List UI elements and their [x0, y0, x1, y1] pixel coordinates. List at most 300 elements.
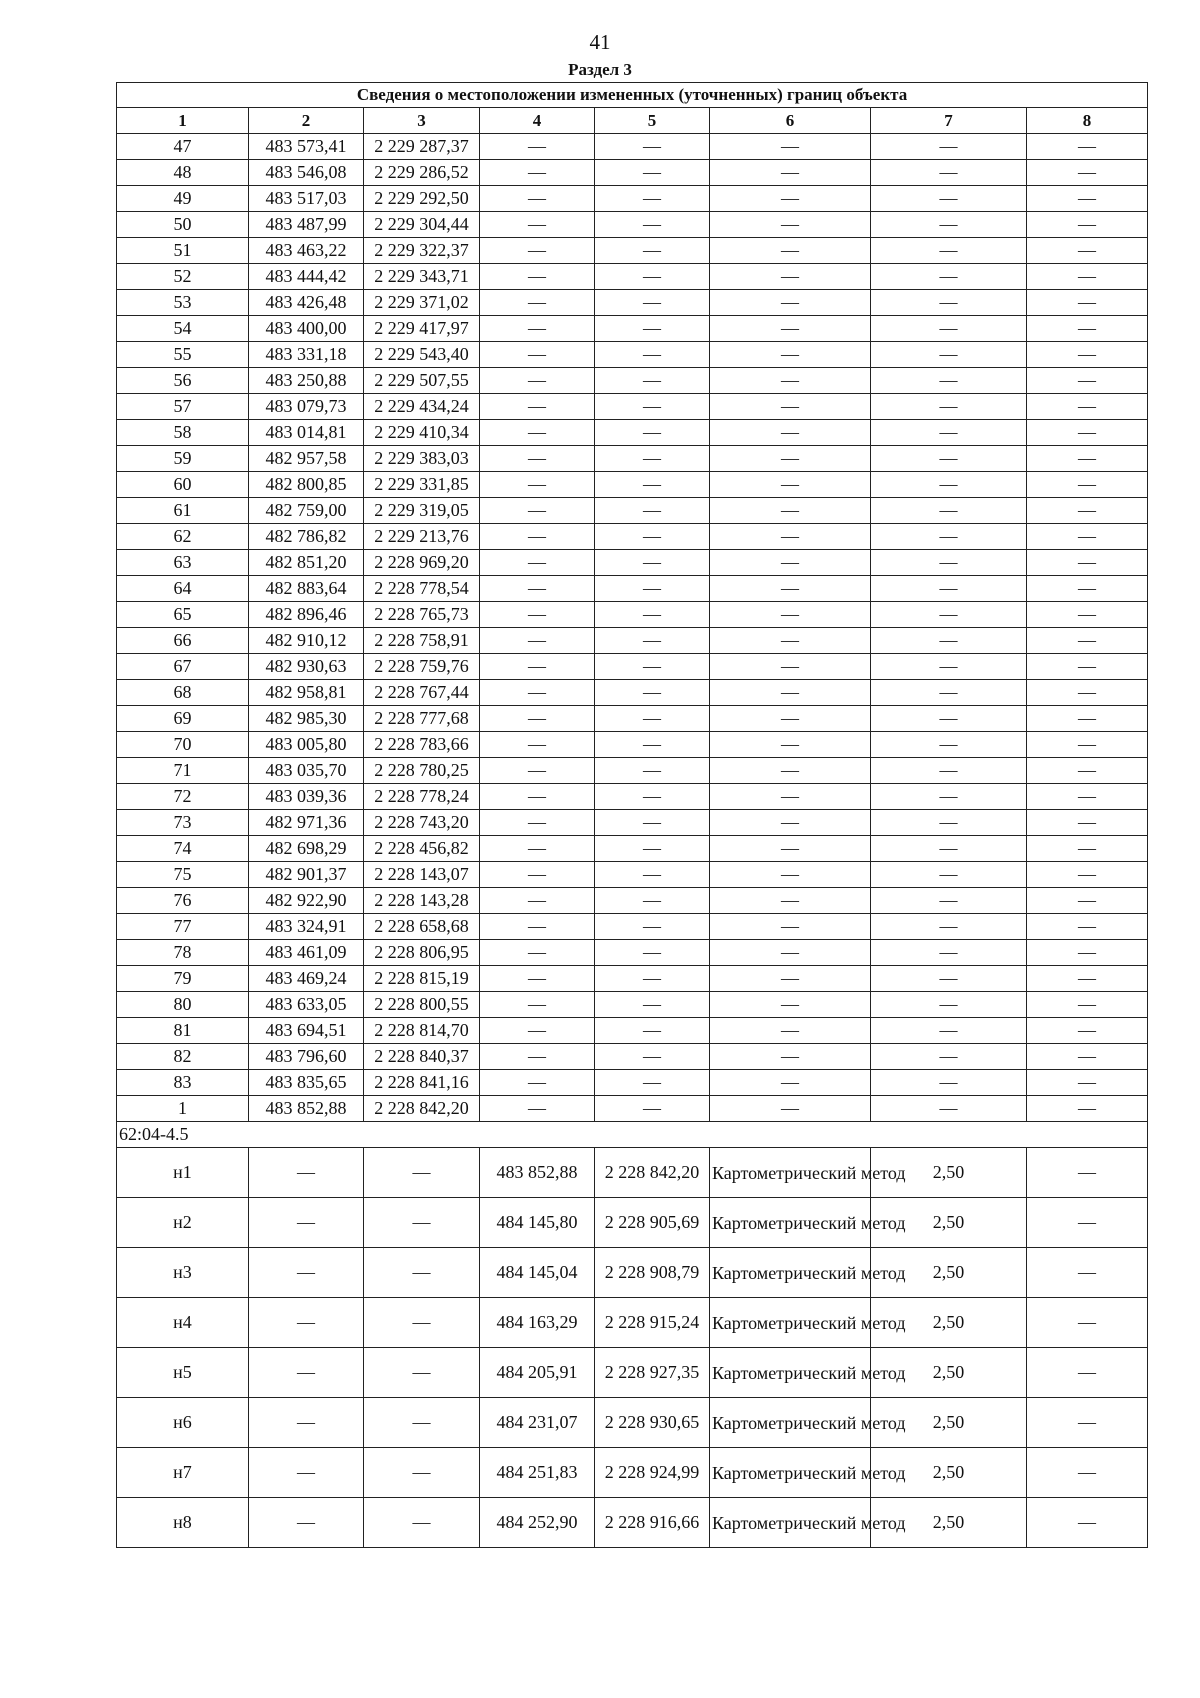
- table-cell: —: [1027, 732, 1148, 758]
- table-cell: 482 958,81: [249, 680, 364, 706]
- table-cell: —: [249, 1498, 364, 1548]
- table-cell: —: [871, 368, 1027, 394]
- table-cell: —: [710, 316, 871, 342]
- table-cell: 483 014,81: [249, 420, 364, 446]
- table-cell: 484 145,80: [480, 1198, 595, 1248]
- column-number: 8: [1027, 108, 1148, 134]
- table-cell: 482 985,30: [249, 706, 364, 732]
- table-cell: —: [1027, 602, 1148, 628]
- new-point-row: [117, 1398, 1148, 1448]
- table-row: [117, 602, 1148, 628]
- table-cell: —: [1027, 1096, 1148, 1122]
- table-cell: —: [710, 238, 871, 264]
- table-cell: —: [595, 290, 710, 316]
- new-point-row: [117, 1448, 1148, 1498]
- table-cell: —: [480, 888, 595, 914]
- table-cell: —: [871, 1070, 1027, 1096]
- table-row: [117, 212, 1148, 238]
- table-cell: 483 546,08: [249, 160, 364, 186]
- table-cell: —: [1027, 316, 1148, 342]
- table-row: [117, 628, 1148, 654]
- table-cell: 2 228 905,69: [595, 1198, 710, 1248]
- table-cell: —: [249, 1398, 364, 1448]
- method-cell: Картометрический метод: [710, 1448, 871, 1498]
- table-cell: 62: [117, 524, 249, 550]
- table-cell: н4: [117, 1298, 249, 1348]
- table-cell: —: [871, 420, 1027, 446]
- table-cell: 63: [117, 550, 249, 576]
- table-row: [117, 888, 1148, 914]
- table-cell: —: [1027, 368, 1148, 394]
- table-cell: 72: [117, 784, 249, 810]
- table-cell: —: [364, 1448, 480, 1498]
- table-cell: —: [1027, 1044, 1148, 1070]
- table-cell: —: [871, 706, 1027, 732]
- table-row: [117, 732, 1148, 758]
- table-cell: —: [480, 550, 595, 576]
- table-cell: 483 400,00: [249, 316, 364, 342]
- table-cell: 2 228 969,20: [364, 550, 480, 576]
- table-cell: —: [595, 420, 710, 446]
- table-cell: 483 469,24: [249, 966, 364, 992]
- new-point-row: [117, 1248, 1148, 1298]
- table-cell: —: [871, 680, 1027, 706]
- table-cell: —: [710, 784, 871, 810]
- table-cell: —: [595, 1070, 710, 1096]
- table-row: [117, 966, 1148, 992]
- table-cell: —: [595, 888, 710, 914]
- table-cell: —: [480, 368, 595, 394]
- table-cell: —: [480, 1044, 595, 1070]
- table-cell: —: [480, 576, 595, 602]
- table-row: [117, 394, 1148, 420]
- table-cell: —: [480, 680, 595, 706]
- table-cell: —: [710, 914, 871, 940]
- table-cell: 482 851,20: [249, 550, 364, 576]
- table-cell: —: [595, 1096, 710, 1122]
- method-cell: Картометрический метод: [710, 1398, 871, 1448]
- table-cell: 2 228 924,99: [595, 1448, 710, 1498]
- table-cell: —: [480, 706, 595, 732]
- table-cell: —: [710, 1096, 871, 1122]
- table-cell: —: [1027, 186, 1148, 212]
- table-cell: —: [1027, 1348, 1148, 1398]
- table-cell: —: [480, 836, 595, 862]
- table-cell: 483 463,22: [249, 238, 364, 264]
- table-cell: —: [364, 1498, 480, 1548]
- table-cell: —: [710, 1044, 871, 1070]
- table-cell: 73: [117, 810, 249, 836]
- table-cell: —: [1027, 1298, 1148, 1348]
- table-cell: 2 228 930,65: [595, 1398, 710, 1448]
- table-cell: —: [1027, 420, 1148, 446]
- table-cell: —: [1027, 498, 1148, 524]
- column-number: 5: [595, 108, 710, 134]
- table-cell: 482 901,37: [249, 862, 364, 888]
- table-cell: —: [595, 810, 710, 836]
- table-cell: 2 228 778,54: [364, 576, 480, 602]
- table-row: [117, 758, 1148, 784]
- table-cell: —: [480, 498, 595, 524]
- table-cell: —: [595, 498, 710, 524]
- new-point-row: [117, 1198, 1148, 1248]
- table-cell: н6: [117, 1398, 249, 1448]
- column-number: 1: [117, 108, 249, 134]
- table-cell: 60: [117, 472, 249, 498]
- table-cell: —: [710, 264, 871, 290]
- table-cell: 2 228 143,07: [364, 862, 480, 888]
- table-cell: н1: [117, 1148, 249, 1198]
- table-cell: 48: [117, 160, 249, 186]
- table-cell: —: [480, 342, 595, 368]
- table-cell: 76: [117, 888, 249, 914]
- table-cell: —: [249, 1198, 364, 1248]
- table-row: [117, 316, 1148, 342]
- table-cell: н8: [117, 1498, 249, 1548]
- table-cell: 2 228 815,19: [364, 966, 480, 992]
- table-row: [117, 940, 1148, 966]
- table-row: [117, 1096, 1148, 1122]
- table-cell: —: [480, 1070, 595, 1096]
- table-cell: —: [1027, 524, 1148, 550]
- table-cell: —: [871, 446, 1027, 472]
- column-number: 3: [364, 108, 480, 134]
- table-cell: н2: [117, 1198, 249, 1248]
- table-cell: —: [871, 264, 1027, 290]
- table-cell: —: [249, 1448, 364, 1498]
- table-cell: —: [710, 966, 871, 992]
- table-cell: —: [871, 628, 1027, 654]
- table-cell: 483 487,99: [249, 212, 364, 238]
- table-cell: 2,50: [871, 1498, 1027, 1548]
- table-cell: —: [364, 1298, 480, 1348]
- table-cell: —: [595, 576, 710, 602]
- table-cell: 2 228 841,16: [364, 1070, 480, 1096]
- table-cell: 482 896,46: [249, 602, 364, 628]
- table-cell: —: [595, 732, 710, 758]
- table-cell: —: [871, 810, 1027, 836]
- table-cell: —: [710, 576, 871, 602]
- table-cell: —: [595, 628, 710, 654]
- table-cell: —: [364, 1398, 480, 1448]
- table-cell: —: [595, 758, 710, 784]
- table-cell: 483 633,05: [249, 992, 364, 1018]
- table-cell: 78: [117, 940, 249, 966]
- table-cell: —: [871, 316, 1027, 342]
- table-cell: 57: [117, 394, 249, 420]
- table-cell: 59: [117, 446, 249, 472]
- table-cell: 67: [117, 654, 249, 680]
- table-cell: 2,50: [871, 1398, 1027, 1448]
- table-cell: —: [710, 394, 871, 420]
- method-cell: Картометрический метод: [710, 1148, 871, 1198]
- table-cell: —: [595, 238, 710, 264]
- table-row: [117, 1044, 1148, 1070]
- table-cell: —: [871, 212, 1027, 238]
- table-cell: —: [1027, 212, 1148, 238]
- table-row: [117, 550, 1148, 576]
- table-cell: 483 039,36: [249, 784, 364, 810]
- table-cell: —: [595, 1018, 710, 1044]
- table-cell: 483 694,51: [249, 1018, 364, 1044]
- table-cell: 2 228 759,76: [364, 654, 480, 680]
- table-cell: —: [364, 1248, 480, 1298]
- table-row: [117, 342, 1148, 368]
- table-cell: —: [871, 134, 1027, 160]
- table-cell: —: [1027, 706, 1148, 732]
- table-cell: 2 228 780,25: [364, 758, 480, 784]
- table-cell: —: [871, 576, 1027, 602]
- table-cell: 47: [117, 134, 249, 160]
- table-cell: 2 228 916,66: [595, 1498, 710, 1548]
- table-cell: —: [871, 160, 1027, 186]
- table-cell: —: [364, 1148, 480, 1198]
- table-cell: 79: [117, 966, 249, 992]
- table-cell: 2 228 842,20: [364, 1096, 480, 1122]
- table-cell: 483 324,91: [249, 914, 364, 940]
- table-cell: —: [1027, 862, 1148, 888]
- table-cell: —: [710, 160, 871, 186]
- table-cell: 484 251,83: [480, 1448, 595, 1498]
- table-cell: 55: [117, 342, 249, 368]
- table-row: [117, 992, 1148, 1018]
- table-cell: 2 229 434,24: [364, 394, 480, 420]
- table-cell: 82: [117, 1044, 249, 1070]
- new-point-row: [117, 1148, 1148, 1198]
- table-cell: —: [710, 498, 871, 524]
- table-cell: н5: [117, 1348, 249, 1398]
- table-cell: 2 228 927,35: [595, 1348, 710, 1398]
- table-cell: —: [871, 784, 1027, 810]
- table-cell: —: [480, 862, 595, 888]
- table-cell: —: [595, 992, 710, 1018]
- table-cell: —: [1027, 758, 1148, 784]
- table-cell: 50: [117, 212, 249, 238]
- column-number-row: [117, 108, 1148, 134]
- table-cell: —: [1027, 888, 1148, 914]
- table-cell: —: [480, 238, 595, 264]
- table-cell: —: [710, 550, 871, 576]
- table-cell: 2,50: [871, 1248, 1027, 1298]
- table-row: [117, 472, 1148, 498]
- table-cell: 483 835,65: [249, 1070, 364, 1096]
- table-cell: 2 229 371,02: [364, 290, 480, 316]
- table-cell: —: [710, 940, 871, 966]
- table-cell: 483 005,80: [249, 732, 364, 758]
- table-cell: —: [480, 940, 595, 966]
- table-cell: —: [871, 238, 1027, 264]
- table-cell: 80: [117, 992, 249, 1018]
- table-cell: 483 517,03: [249, 186, 364, 212]
- table-cell: 483 796,60: [249, 1044, 364, 1070]
- table-cell: —: [871, 550, 1027, 576]
- table-cell: 2 229 543,40: [364, 342, 480, 368]
- column-number: 6: [710, 108, 871, 134]
- column-number: 2: [249, 108, 364, 134]
- table-cell: —: [1027, 914, 1148, 940]
- table-cell: 68: [117, 680, 249, 706]
- table-cell: —: [595, 940, 710, 966]
- table-cell: —: [871, 836, 1027, 862]
- table-cell: —: [1027, 1070, 1148, 1096]
- method-cell: Картометрический метод: [710, 1298, 871, 1348]
- table-cell: 58: [117, 420, 249, 446]
- table-cell: 2 229 331,85: [364, 472, 480, 498]
- method-cell: Картометрический метод: [710, 1248, 871, 1298]
- table-cell: —: [480, 966, 595, 992]
- table-cell: 54: [117, 316, 249, 342]
- table-caption: Сведения о местоположении измененных (уточненных) границ объекта: [117, 83, 1148, 108]
- table-cell: —: [1027, 576, 1148, 602]
- table-row: [117, 680, 1148, 706]
- table-cell: 483 426,48: [249, 290, 364, 316]
- table-row: [117, 914, 1148, 940]
- table-cell: 2,50: [871, 1348, 1027, 1398]
- table-cell: 2 228 767,44: [364, 680, 480, 706]
- table-cell: —: [710, 680, 871, 706]
- table-cell: —: [480, 914, 595, 940]
- table-cell: —: [871, 394, 1027, 420]
- table-cell: —: [710, 212, 871, 238]
- table-cell: —: [595, 368, 710, 394]
- table-cell: 482 698,29: [249, 836, 364, 862]
- table-cell: —: [710, 758, 871, 784]
- table-cell: 482 910,12: [249, 628, 364, 654]
- table-cell: 482 759,00: [249, 498, 364, 524]
- table-cell: —: [710, 628, 871, 654]
- table-row: [117, 368, 1148, 394]
- table-cell: —: [249, 1348, 364, 1398]
- column-number: 4: [480, 108, 595, 134]
- table-cell: —: [595, 680, 710, 706]
- table-cell: —: [1027, 1498, 1148, 1548]
- table-cell: —: [710, 342, 871, 368]
- table-cell: —: [480, 290, 595, 316]
- table-cell: —: [480, 212, 595, 238]
- table-cell: —: [480, 420, 595, 446]
- table-cell: —: [710, 706, 871, 732]
- table-row: [117, 1070, 1148, 1096]
- table-cell: 2 228 840,37: [364, 1044, 480, 1070]
- table-cell: —: [595, 862, 710, 888]
- table-cell: —: [1027, 264, 1148, 290]
- table-cell: —: [871, 914, 1027, 940]
- table-cell: —: [871, 186, 1027, 212]
- method-cell: Картометрический метод: [710, 1348, 871, 1398]
- table-cell: —: [595, 134, 710, 160]
- table-cell: 2,50: [871, 1298, 1027, 1348]
- table-cell: —: [871, 966, 1027, 992]
- table-cell: 483 444,42: [249, 264, 364, 290]
- table-cell: —: [871, 862, 1027, 888]
- table-cell: —: [364, 1198, 480, 1248]
- table-cell: —: [871, 940, 1027, 966]
- table-cell: —: [871, 498, 1027, 524]
- table-cell: —: [871, 1096, 1027, 1122]
- table-row: [117, 290, 1148, 316]
- table-cell: 2 228 800,55: [364, 992, 480, 1018]
- table-cell: 482 930,63: [249, 654, 364, 680]
- table-cell: —: [595, 212, 710, 238]
- table-cell: —: [595, 602, 710, 628]
- table-cell: 484 163,29: [480, 1298, 595, 1348]
- table-cell: 2 228 908,79: [595, 1248, 710, 1298]
- table-cell: 482 800,85: [249, 472, 364, 498]
- table-row: [117, 446, 1148, 472]
- table-cell: —: [871, 342, 1027, 368]
- table-cell: 483 461,09: [249, 940, 364, 966]
- table-cell: —: [249, 1148, 364, 1198]
- parcel-group-row: [117, 1122, 1148, 1148]
- table-cell: —: [710, 1018, 871, 1044]
- page-number: 41: [589, 30, 611, 54]
- table-cell: —: [1027, 680, 1148, 706]
- table-row: [117, 498, 1148, 524]
- table-cell: 66: [117, 628, 249, 654]
- table-cell: —: [480, 628, 595, 654]
- table-cell: 484 252,90: [480, 1498, 595, 1548]
- table-cell: 69: [117, 706, 249, 732]
- table-cell: 77: [117, 914, 249, 940]
- table-cell: 70: [117, 732, 249, 758]
- table-row: [117, 524, 1148, 550]
- table-cell: 2 228 915,24: [595, 1298, 710, 1348]
- new-point-row: [117, 1298, 1148, 1348]
- table-cell: 2 229 417,97: [364, 316, 480, 342]
- table-cell: —: [1027, 966, 1148, 992]
- table-cell: —: [480, 602, 595, 628]
- section-title: Раздел 3: [568, 60, 632, 79]
- table-cell: 61: [117, 498, 249, 524]
- table-cell: —: [595, 550, 710, 576]
- table-cell: —: [871, 654, 1027, 680]
- table-cell: 2 228 778,24: [364, 784, 480, 810]
- table-cell: —: [480, 264, 595, 290]
- table-cell: —: [871, 992, 1027, 1018]
- method-cell: Картометрический метод: [710, 1198, 871, 1248]
- table-cell: —: [480, 992, 595, 1018]
- table-cell: —: [595, 394, 710, 420]
- table-cell: 2 229 319,05: [364, 498, 480, 524]
- table-cell: —: [871, 472, 1027, 498]
- table-cell: —: [595, 160, 710, 186]
- table-cell: 64: [117, 576, 249, 602]
- table-cell: —: [710, 134, 871, 160]
- table-cell: 2 229 322,37: [364, 238, 480, 264]
- table-cell: 1: [117, 1096, 249, 1122]
- table-row: [117, 264, 1148, 290]
- table-cell: —: [1027, 784, 1148, 810]
- table-cell: —: [710, 862, 871, 888]
- table-cell: 2 228 783,66: [364, 732, 480, 758]
- table-cell: 2 229 286,52: [364, 160, 480, 186]
- table-cell: —: [710, 810, 871, 836]
- method-cell: Картометрический метод: [710, 1498, 871, 1548]
- table-cell: —: [1027, 472, 1148, 498]
- table-cell: —: [871, 524, 1027, 550]
- table-cell: 51: [117, 238, 249, 264]
- table-row: [117, 862, 1148, 888]
- table-cell: 483 331,18: [249, 342, 364, 368]
- table-cell: —: [871, 1044, 1027, 1070]
- table-cell: 74: [117, 836, 249, 862]
- table-cell: 483 035,70: [249, 758, 364, 784]
- table-cell: —: [480, 472, 595, 498]
- table-cell: —: [871, 1018, 1027, 1044]
- table-cell: —: [480, 654, 595, 680]
- table-cell: —: [871, 758, 1027, 784]
- table-cell: 75: [117, 862, 249, 888]
